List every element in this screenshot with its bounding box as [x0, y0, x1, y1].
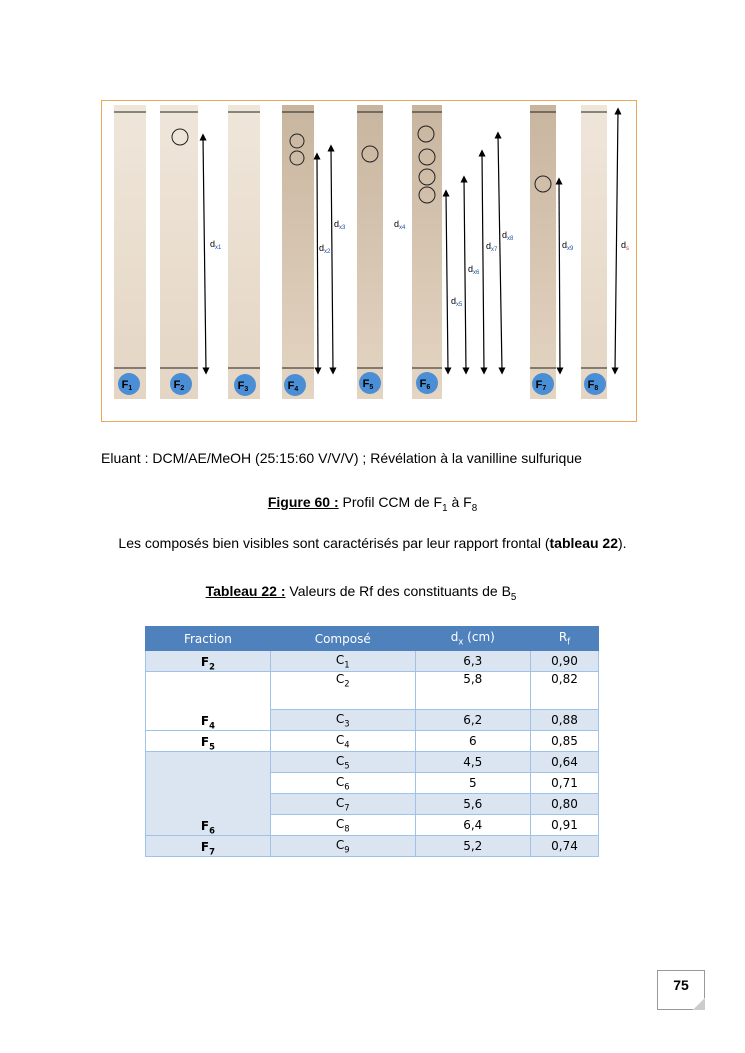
svg-text:F2: F2 — [173, 379, 185, 392]
badge-f4 — [284, 374, 306, 396]
tlc-figure — [101, 100, 637, 422]
dx-label-s: $d_s$ — [621, 240, 630, 252]
dx-label-3: $d_{x3}$ — [334, 219, 346, 231]
svg-text:F3: F3 — [237, 380, 249, 393]
badge-f5 — [359, 372, 381, 394]
plate-1 — [114, 105, 146, 399]
badge-f6 — [416, 372, 438, 394]
table-header-row — [146, 627, 599, 651]
plate-6 — [412, 105, 442, 399]
table-row: $F_5$ $C_4$ 6 0,85 — [146, 731, 599, 752]
table-row: $C_8$ 6,4 0,91 — [146, 815, 599, 836]
header-compose: Composé — [270, 627, 415, 651]
plate-8 — [581, 105, 607, 399]
plate-4 — [282, 105, 314, 399]
dx-label-7: $d_{x7}$ — [486, 241, 498, 253]
header-fraction: Fraction — [146, 627, 271, 651]
table-label: Tableau 22 : — [205, 583, 286, 599]
header-dx: $d_x$ (cm) — [415, 627, 530, 651]
plate-7 — [530, 105, 556, 399]
dx-label-2: $d_{x2}$ — [319, 243, 331, 255]
table-row: $C_3$ 6,2 0,88 — [146, 710, 599, 731]
badge-f1 — [118, 373, 140, 395]
svg-text:F8: F8 — [587, 379, 599, 392]
tlc-plates-image — [102, 101, 638, 423]
plate-2 — [160, 105, 198, 399]
figure-label: Figure 60 : — [267, 494, 339, 510]
badge-f7 — [532, 373, 554, 395]
plate-5 — [357, 105, 383, 399]
table-row: $F_6$ $C_5$ 4,5 0,64 — [146, 752, 599, 773]
dx-label-5: $d_{x5}$ — [451, 296, 463, 308]
plate-3 — [228, 105, 260, 399]
svg-text:F6: F6 — [419, 378, 431, 391]
page-curl — [693, 998, 705, 1010]
svg-text:F7: F7 — [535, 379, 547, 392]
svg-text:F5: F5 — [362, 378, 374, 391]
badge-f3 — [234, 374, 256, 396]
table-caption: Tableau 22 : Valeurs de Rf des constituants de $B_5$ — [205, 583, 517, 603]
table-row: $C_6$ 5 0,71 — [146, 773, 599, 794]
eluant-text: Eluant : DCM/AE/MeOH (25:15:60 V/V/V) ; Révélation à la vanilline sulfurique — [101, 450, 582, 466]
figure-caption: Figure 60 : Profil CCM de $F_1$ à $F_8$ — [267, 494, 478, 514]
rf-table — [145, 626, 599, 857]
table-row: $F_7$ $C_9$ 5,2 0,74 — [146, 836, 599, 857]
table-row: $F_2$ $C_1$ 6,3 0,90 — [146, 651, 599, 672]
page-number: 75 — [657, 970, 705, 1010]
dx-label-8: $d_{x8}$ — [502, 230, 514, 242]
dx-label-4: $d_{x4}$ — [394, 219, 406, 231]
header-rf: $R_f$ — [531, 627, 599, 651]
badge-f8 — [584, 373, 606, 395]
dx-label-6: $d_{x6}$ — [468, 264, 480, 276]
badge-f2 — [170, 373, 192, 395]
table-row: $C_7$ 5,6 0,80 — [146, 794, 599, 815]
body-paragraph: Les composés bien visibles sont caractérisés par leur rapport frontal (tableau 22). — [118, 535, 627, 551]
svg-text:F1: F1 — [121, 379, 133, 392]
dx-label-1: $d_{x1}$ — [210, 239, 222, 251]
dx-label-9: $d_{x9}$ — [562, 240, 574, 252]
svg-text:F4: F4 — [287, 380, 299, 393]
table-row: $F_4$ $C_2$ 5,8 0,82 — [146, 672, 599, 710]
